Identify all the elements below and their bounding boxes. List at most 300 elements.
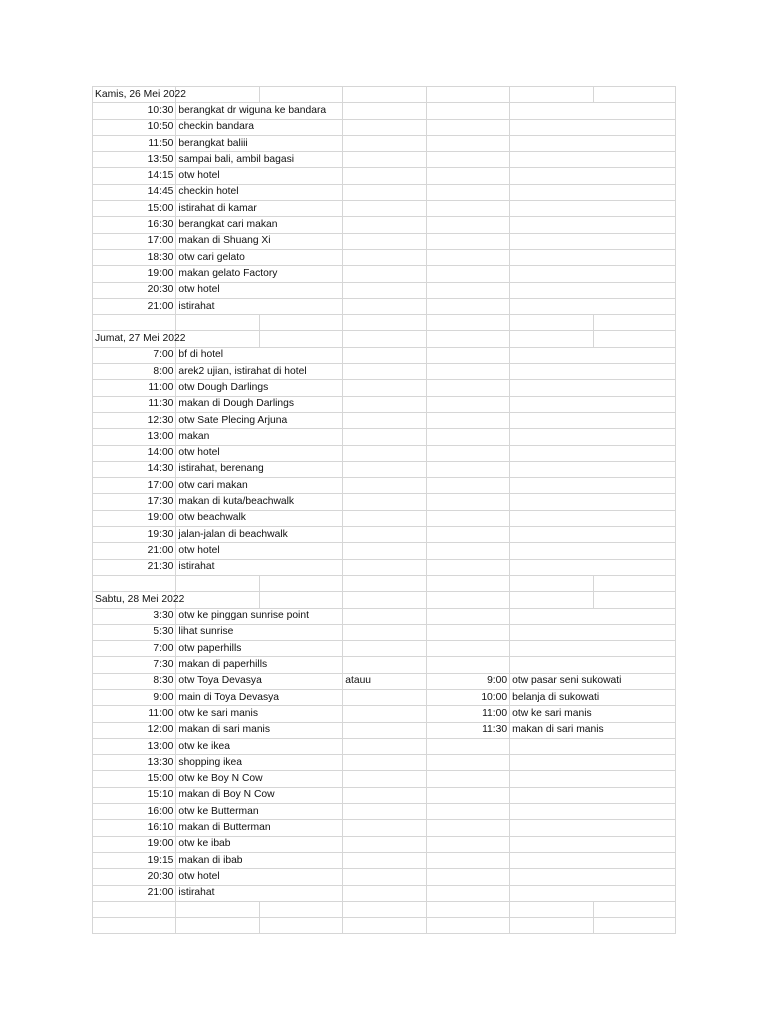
empty-cell <box>259 331 342 347</box>
empty-cell <box>426 804 509 820</box>
empty-cell <box>593 901 675 917</box>
activity-cell: otw ke pinggan sunrise point <box>176 608 343 624</box>
time-cell: 14:45 <box>93 184 176 200</box>
empty-cell <box>343 461 426 477</box>
empty-cell <box>343 168 426 184</box>
time-cell: 14:30 <box>93 461 176 477</box>
activity-cell: makan di Butterman <box>176 820 343 836</box>
empty-cell <box>343 445 426 461</box>
time-cell: 10:50 <box>93 119 176 135</box>
empty-cell <box>176 592 259 608</box>
empty-cell <box>593 592 675 608</box>
empty-cell <box>510 282 676 298</box>
time-cell: 5:30 <box>93 624 176 640</box>
time-cell: 19:00 <box>93 836 176 852</box>
empty-cell <box>593 575 675 591</box>
time-cell: 13:50 <box>93 152 176 168</box>
empty-cell <box>343 347 426 363</box>
empty-cell <box>510 559 676 575</box>
empty-cell <box>510 885 676 901</box>
schedule-row <box>93 738 676 754</box>
activity-cell: makan gelato Factory <box>176 266 343 282</box>
empty-cell <box>510 901 593 917</box>
empty-cell <box>343 266 426 282</box>
empty-cell <box>510 852 676 868</box>
empty-cell <box>426 478 509 494</box>
empty-cell <box>426 184 509 200</box>
time-cell: 15:00 <box>93 201 176 217</box>
activity-cell: otw hotel <box>176 543 343 559</box>
activity-cell: bf di hotel <box>176 347 343 363</box>
activity-cell: otw ke ibab <box>176 836 343 852</box>
schedule-row <box>93 119 676 135</box>
time-cell: 13:30 <box>93 755 176 771</box>
activity-cell: otw hotel <box>176 282 343 298</box>
empty-cell <box>593 331 675 347</box>
empty-cell <box>343 852 426 868</box>
empty-cell <box>510 755 676 771</box>
schedule-row <box>93 755 676 771</box>
empty-cell <box>343 641 426 657</box>
empty-cell <box>510 608 676 624</box>
time-cell: 19:00 <box>93 266 176 282</box>
activity-cell: makan di Dough Darlings <box>176 396 343 412</box>
empty-cell <box>176 901 259 917</box>
schedule-row <box>93 429 676 445</box>
empty-cell <box>343 282 426 298</box>
empty-cell <box>426 461 509 477</box>
empty-cell <box>426 901 509 917</box>
time-cell: 14:00 <box>93 445 176 461</box>
empty-cell <box>510 103 676 119</box>
empty-cell <box>259 592 342 608</box>
empty-cell <box>343 575 426 591</box>
empty-cell <box>343 738 426 754</box>
time-cell: 14:15 <box>93 168 176 184</box>
empty-cell <box>426 527 509 543</box>
activity-cell: otw beachwalk <box>176 510 343 526</box>
empty-cell <box>426 298 509 314</box>
empty-cell <box>510 396 676 412</box>
empty-cell <box>343 87 426 103</box>
schedule-row <box>93 624 676 640</box>
activity-cell: istirahat di kamar <box>176 201 343 217</box>
schedule-row <box>93 722 676 738</box>
empty-cell <box>510 869 676 885</box>
activity-cell: otw hotel <box>176 168 343 184</box>
activity-cell: makan di paperhills <box>176 657 343 673</box>
empty-cell <box>343 559 426 575</box>
empty-cell <box>343 119 426 135</box>
schedule-row <box>93 804 676 820</box>
empty-cell <box>510 380 676 396</box>
activity-cell: lihat sunrise <box>176 624 343 640</box>
empty-cell <box>259 901 342 917</box>
schedule-row <box>93 380 676 396</box>
day-header-row <box>93 592 676 608</box>
schedule-row <box>93 168 676 184</box>
time-cell: 9:00 <box>93 689 176 705</box>
activity-cell: otw Sate Plecing Arjuna <box>176 412 343 428</box>
schedule-row <box>93 869 676 885</box>
empty-cell <box>510 527 676 543</box>
empty-cell <box>426 494 509 510</box>
time-cell: 21:30 <box>93 559 176 575</box>
empty-cell <box>176 575 259 591</box>
empty-cell <box>510 347 676 363</box>
empty-cell <box>593 918 675 934</box>
activity-cell: makan di ibab <box>176 852 343 868</box>
empty-cell <box>259 315 342 331</box>
empty-cell <box>176 87 259 103</box>
empty-cell <box>343 787 426 803</box>
time-cell: 7:00 <box>93 347 176 363</box>
empty-cell <box>510 820 676 836</box>
empty-cell <box>343 412 426 428</box>
schedule-row <box>93 396 676 412</box>
empty-cell <box>426 771 509 787</box>
activity-cell: makan <box>176 429 343 445</box>
empty-cell <box>93 575 176 591</box>
time-cell: 19:15 <box>93 852 176 868</box>
empty-cell <box>426 738 509 754</box>
empty-cell <box>426 87 509 103</box>
empty-cell <box>510 787 676 803</box>
empty-cell <box>510 184 676 200</box>
empty-cell <box>510 738 676 754</box>
empty-cell <box>426 575 509 591</box>
empty-cell <box>510 461 676 477</box>
empty-cell <box>426 820 509 836</box>
schedule-row <box>93 608 676 624</box>
empty-cell <box>510 217 676 233</box>
empty-cell <box>93 315 176 331</box>
empty-cell <box>343 592 426 608</box>
empty-cell <box>93 901 176 917</box>
time-cell: 19:30 <box>93 527 176 543</box>
time-cell: 11:00 <box>93 706 176 722</box>
schedule-row <box>93 885 676 901</box>
activity-cell: otw hotel <box>176 869 343 885</box>
empty-cell <box>426 266 509 282</box>
empty-cell <box>343 885 426 901</box>
empty-cell <box>426 282 509 298</box>
schedule-row <box>93 787 676 803</box>
time-cell: 15:00 <box>93 771 176 787</box>
activity-cell: otw ke Butterman <box>176 804 343 820</box>
empty-cell <box>426 364 509 380</box>
empty-cell <box>426 836 509 852</box>
time-cell: 11:30 <box>93 396 176 412</box>
time-cell: 3:30 <box>93 608 176 624</box>
time-cell: 17:00 <box>93 478 176 494</box>
time-cell: 20:30 <box>93 282 176 298</box>
schedule-row <box>93 298 676 314</box>
empty-cell <box>343 510 426 526</box>
empty-cell <box>510 592 593 608</box>
time-cell: 12:00 <box>93 722 176 738</box>
time-cell: 19:00 <box>93 510 176 526</box>
schedule-row <box>93 445 676 461</box>
empty-cell <box>426 869 509 885</box>
activity-cell: istirahat <box>176 559 343 575</box>
schedule-row <box>93 641 676 657</box>
empty-cell <box>426 510 509 526</box>
empty-cell <box>426 168 509 184</box>
blank-row <box>93 901 676 917</box>
schedule-row <box>93 543 676 559</box>
time-cell: 7:00 <box>93 641 176 657</box>
empty-cell <box>426 249 509 265</box>
empty-cell <box>510 233 676 249</box>
empty-cell <box>426 201 509 217</box>
empty-cell <box>426 592 509 608</box>
empty-cell <box>426 543 509 559</box>
empty-cell <box>510 478 676 494</box>
empty-cell <box>259 575 342 591</box>
empty-cell <box>343 869 426 885</box>
empty-cell <box>510 624 676 640</box>
empty-cell <box>593 315 675 331</box>
alt-time-cell: 11:00 <box>426 706 509 722</box>
schedule-row <box>93 217 676 233</box>
time-cell: 11:00 <box>93 380 176 396</box>
activity-cell: istirahat, berenang <box>176 461 343 477</box>
empty-cell <box>343 201 426 217</box>
empty-cell <box>426 152 509 168</box>
empty-cell <box>343 184 426 200</box>
schedule-row <box>93 412 676 428</box>
empty-cell <box>510 543 676 559</box>
day-header-row <box>93 331 676 347</box>
alt-time-cell: 9:00 <box>426 673 509 689</box>
empty-cell <box>510 836 676 852</box>
activity-cell: shopping ikea <box>176 755 343 771</box>
schedule-row <box>93 461 676 477</box>
empty-cell <box>426 641 509 657</box>
time-cell: 13:00 <box>93 429 176 445</box>
empty-cell <box>343 396 426 412</box>
empty-cell <box>343 315 426 331</box>
activity-cell: otw cari makan <box>176 478 343 494</box>
empty-cell <box>176 315 259 331</box>
activity-cell: otw ke sari manis <box>176 706 343 722</box>
empty-cell <box>343 380 426 396</box>
activity-cell: makan di Boy N Cow <box>176 787 343 803</box>
day-header: Jumat, 27 Mei 2022 <box>93 331 176 347</box>
blank-row <box>93 315 676 331</box>
activity-cell: berangkat dr wiguna ke bandara <box>176 103 343 119</box>
empty-cell <box>343 689 426 705</box>
time-cell: 16:00 <box>93 804 176 820</box>
time-cell: 7:30 <box>93 657 176 673</box>
empty-cell <box>93 918 176 934</box>
empty-cell <box>510 494 676 510</box>
empty-cell <box>510 87 593 103</box>
time-cell: 12:30 <box>93 412 176 428</box>
empty-cell <box>343 918 426 934</box>
empty-cell <box>426 412 509 428</box>
empty-cell <box>426 396 509 412</box>
schedule-row <box>93 820 676 836</box>
blank-row <box>93 575 676 591</box>
empty-cell <box>426 119 509 135</box>
time-cell: 21:00 <box>93 298 176 314</box>
empty-cell <box>426 331 509 347</box>
schedule-row <box>93 510 676 526</box>
alt-activity-cell: otw ke sari manis <box>510 706 676 722</box>
empty-cell <box>343 494 426 510</box>
empty-cell <box>343 657 426 673</box>
activity-cell: otw ke ikea <box>176 738 343 754</box>
empty-cell <box>259 87 342 103</box>
empty-cell <box>426 429 509 445</box>
schedule-row <box>93 657 676 673</box>
empty-cell <box>426 885 509 901</box>
empty-cell <box>343 152 426 168</box>
empty-cell <box>343 901 426 917</box>
time-cell: 17:30 <box>93 494 176 510</box>
empty-cell <box>510 364 676 380</box>
itinerary-sheet-body <box>93 87 676 934</box>
schedule-row <box>93 478 676 494</box>
activity-cell: makan di sari manis <box>176 722 343 738</box>
empty-cell <box>426 445 509 461</box>
activity-cell: sampai bali, ambil bagasi <box>176 152 343 168</box>
empty-cell <box>510 657 676 673</box>
alt-activity-cell: belanja di sukowati <box>510 689 676 705</box>
empty-cell <box>343 217 426 233</box>
time-cell: 8:30 <box>93 673 176 689</box>
time-cell: 18:30 <box>93 249 176 265</box>
empty-cell <box>426 918 509 934</box>
note-cell: atauu <box>343 673 426 689</box>
empty-cell <box>510 298 676 314</box>
empty-cell <box>510 429 676 445</box>
activity-cell: berangkat cari makan <box>176 217 343 233</box>
activity-cell: otw hotel <box>176 445 343 461</box>
alt-time-cell: 11:30 <box>426 722 509 738</box>
time-cell: 21:00 <box>93 885 176 901</box>
empty-cell <box>510 201 676 217</box>
empty-cell <box>343 755 426 771</box>
alt-activity-cell: otw pasar seni sukowati <box>510 673 676 689</box>
schedule-row <box>93 266 676 282</box>
schedule-row <box>93 347 676 363</box>
activity-cell: otw cari gelato <box>176 249 343 265</box>
empty-cell <box>343 364 426 380</box>
schedule-row <box>93 494 676 510</box>
empty-cell <box>343 478 426 494</box>
empty-cell <box>510 266 676 282</box>
empty-cell <box>343 608 426 624</box>
schedule-row <box>93 249 676 265</box>
activity-cell: main di Toya Devasya <box>176 689 343 705</box>
schedule-row <box>93 184 676 200</box>
empty-cell <box>510 135 676 151</box>
schedule-row <box>93 233 676 249</box>
schedule-row <box>93 282 676 298</box>
day-header: Sabtu, 28 Mei 2022 <box>93 592 176 608</box>
empty-cell <box>176 331 259 347</box>
time-cell: 16:30 <box>93 217 176 233</box>
empty-cell <box>426 608 509 624</box>
empty-cell <box>426 233 509 249</box>
empty-cell <box>426 624 509 640</box>
schedule-row <box>93 364 676 380</box>
time-cell: 20:30 <box>93 869 176 885</box>
empty-cell <box>343 103 426 119</box>
schedule-row <box>93 152 676 168</box>
empty-cell <box>510 918 593 934</box>
empty-cell <box>426 217 509 233</box>
schedule-row <box>93 771 676 787</box>
activity-cell: makan di kuta/beachwalk <box>176 494 343 510</box>
schedule-row <box>93 135 676 151</box>
empty-cell <box>343 429 426 445</box>
empty-cell <box>593 87 675 103</box>
empty-cell <box>426 103 509 119</box>
schedule-row <box>93 673 676 689</box>
empty-cell <box>426 787 509 803</box>
empty-cell <box>426 315 509 331</box>
activity-cell: istirahat <box>176 298 343 314</box>
activity-cell: istirahat <box>176 885 343 901</box>
alt-time-cell: 10:00 <box>426 689 509 705</box>
empty-cell <box>343 135 426 151</box>
blank-row <box>93 918 676 934</box>
empty-cell <box>343 804 426 820</box>
empty-cell <box>510 510 676 526</box>
empty-cell <box>426 657 509 673</box>
time-cell: 11:50 <box>93 135 176 151</box>
empty-cell <box>510 771 676 787</box>
empty-cell <box>343 771 426 787</box>
schedule-row <box>93 103 676 119</box>
empty-cell <box>510 152 676 168</box>
schedule-row <box>93 836 676 852</box>
time-cell: 13:00 <box>93 738 176 754</box>
day-header-row <box>93 87 676 103</box>
activity-cell: checkin hotel <box>176 184 343 200</box>
empty-cell <box>176 918 259 934</box>
time-cell: 16:10 <box>93 820 176 836</box>
empty-cell <box>426 347 509 363</box>
empty-cell <box>510 412 676 428</box>
activity-cell: checkin bandara <box>176 119 343 135</box>
empty-cell <box>259 918 342 934</box>
activity-cell: berangkat baliii <box>176 135 343 151</box>
time-cell: 21:00 <box>93 543 176 559</box>
empty-cell <box>343 233 426 249</box>
itinerary-sheet <box>92 86 676 934</box>
empty-cell <box>510 315 593 331</box>
empty-cell <box>510 119 676 135</box>
empty-cell <box>510 641 676 657</box>
schedule-row <box>93 689 676 705</box>
empty-cell <box>510 804 676 820</box>
empty-cell <box>510 575 593 591</box>
time-cell: 10:30 <box>93 103 176 119</box>
schedule-row <box>93 527 676 543</box>
schedule-row <box>93 706 676 722</box>
empty-cell <box>343 836 426 852</box>
empty-cell <box>426 852 509 868</box>
empty-cell <box>343 298 426 314</box>
empty-cell <box>343 722 426 738</box>
alt-activity-cell: makan di sari manis <box>510 722 676 738</box>
empty-cell <box>426 380 509 396</box>
